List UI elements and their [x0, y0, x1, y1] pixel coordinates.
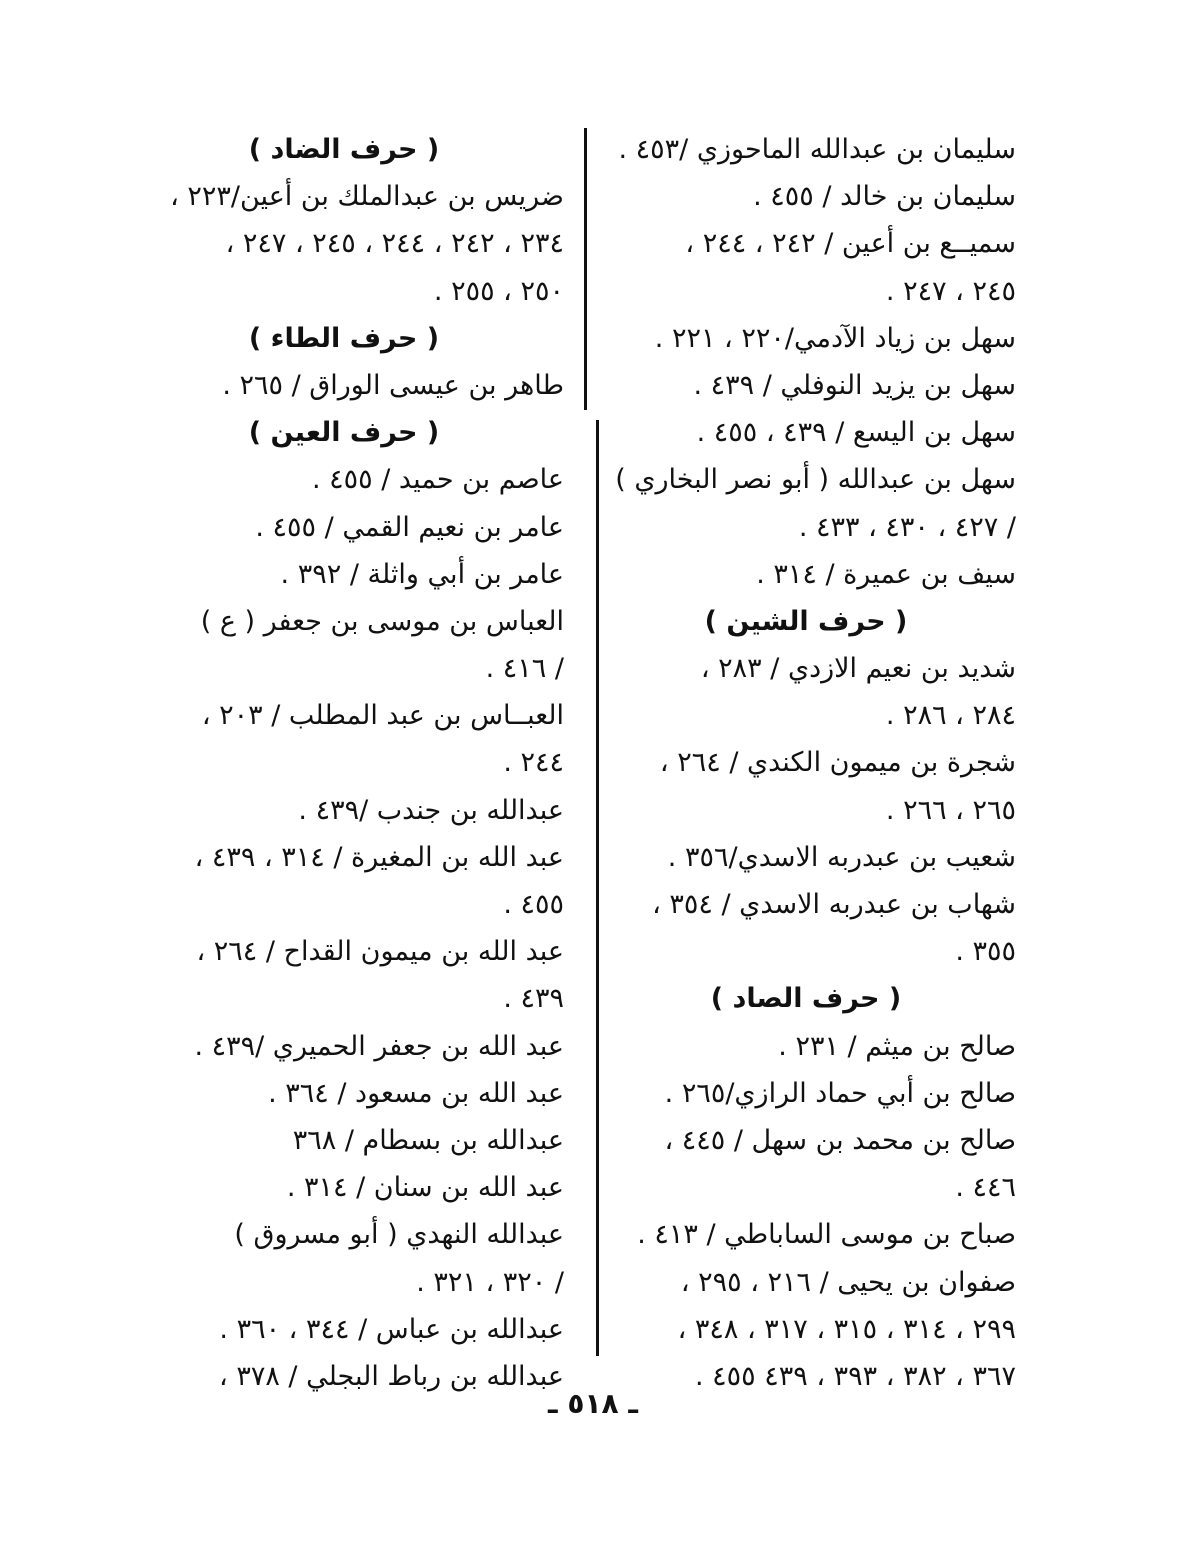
section-heading: ( حرف الضاد ) [248, 134, 440, 165]
index-entry: صالح بن محمد بن سهل / ٤٤٥ ، [664, 1124, 1016, 1156]
index-entry: شهاب بن عبدربه الاسدي / ٣٥٤ ، [652, 889, 1016, 920]
section-heading: ( حرف الشين ) [704, 605, 908, 637]
index-entry: سهل بن عبدالله ( أبو نصر البخاري ) [615, 464, 1016, 496]
left-column [124, 126, 564, 1400]
index-entry-continuation: ٢٤٤ . [503, 747, 564, 779]
index-entry-continuation: ٢٦٥ ، ٢٦٦ . [885, 794, 1016, 826]
index-entry: عبدالله بن بسطام / ٣٦٨ [292, 1124, 564, 1156]
index-entry: صالح بن أبي حماد الرازي/٢٦٥ . [664, 1077, 1016, 1109]
index-entry-continuation: / ٣٢٠ ، ٣٢١ . [416, 1266, 564, 1298]
index-entry-continuation: / ٤١٦ . [485, 653, 564, 685]
index-entry: شجرة بن ميمون الكندي / ٢٦٤ ، [659, 747, 1016, 779]
index-entry: العبــاس بن عبد المطلب / ٢٠٣ ، [201, 700, 564, 732]
index-entry: العباس بن موسى بن جعفر ( ع ) [200, 605, 564, 637]
index-entry: شعيب بن عبدربه الاسدي/٣٥٦ . [667, 841, 1016, 873]
index-entry-continuation: ٣٦٧ ، ٣٨٢ ، ٣٩٣ ، ٤٣٩ ٤٥٥ . [694, 1360, 1016, 1392]
index-entry-continuation: ٤٤٦ . [955, 1172, 1016, 1204]
index-entry: عبدالله بن عباس / ٣٤٤ ، ٣٦٠ . [219, 1313, 564, 1345]
index-entry: صفوان بن يحيى / ٢١٦ ، ٢٩٥ ، [680, 1266, 1016, 1298]
index-entry-continuation: ٢٥٠ ، ٢٥٥ . [433, 275, 564, 307]
index-entry-continuation: ٢٨٤ ، ٢٨٦ . [885, 700, 1016, 732]
index-entry: عبد الله بن المغيرة / ٣١٤ ، ٤٣٩ ، [194, 841, 564, 873]
index-entry-continuation: / ٤٢٧ ، ٤٣٠ ، ٤٣٣ . [798, 511, 1016, 543]
column-divider-lower [596, 420, 599, 1356]
index-entry-continuation: ٣٥٥ . [955, 936, 1016, 968]
right-column [596, 126, 1016, 1400]
index-entry: عبد الله بن جعفر الحميري /٤٣٩ . [194, 1030, 564, 1062]
index-entry: سليمان بن عبدالله الماحوزي /٤٥٣ . [618, 134, 1016, 165]
index-entry: شديد بن نعيم الازدي / ٢٨٣ ، [700, 653, 1016, 685]
index-entry: سيف بن عميرة / ٣١٤ . [756, 558, 1016, 590]
index-entry: عامر بن أبي واثلة / ٣٩٢ . [280, 558, 564, 590]
index-entry: عبدالله بن رباط البجلي / ٣٧٨ ، [219, 1360, 564, 1392]
index-entry-continuation: ٤٣٩ . [503, 983, 564, 1015]
index-entry-continuation: ٢٩٩ ، ٣١٤ ، ٣١٥ ، ٣١٧ ، ٣٤٨ ، [677, 1313, 1016, 1345]
index-entry: عبد الله بن سنان / ٣١٤ . [286, 1172, 564, 1204]
column-divider-upper [584, 128, 587, 410]
index-entry: عاصم بن حميد / ٤٥٥ . [311, 464, 564, 496]
index-entry: سهل بن اليسع / ٤٣٩ ، ٤٥٥ . [696, 417, 1016, 449]
index-entry-continuation: ٢٤٥ ، ٢٤٧ . [885, 275, 1016, 307]
index-entry: عبدالله بن جندب /٤٣٩ . [298, 794, 564, 826]
section-heading: ( حرف العين ) [248, 417, 440, 449]
index-entry: سهل بن زياد الآدمي/٢٢٠ ، ٢٢١ . [654, 322, 1016, 354]
index-entry: سليمان بن خالد / ٤٥٥ . [753, 181, 1016, 213]
index-entry: سميــع بن أعين / ٢٤٢ ، ٢٤٤ ، [685, 228, 1016, 260]
index-entry: طاهر بن عيسى الوراق / ٢٦٥ . [222, 369, 564, 401]
index-entry-continuation: ٤٥٥ . [503, 889, 564, 920]
index-entry: صباح بن موسى الساباطي / ٤١٣ . [637, 1219, 1016, 1251]
section-heading: ( حرف الطاء ) [248, 322, 440, 354]
section-heading: ( حرف الصاد ) [710, 983, 902, 1015]
index-entry: عبدالله النهدي ( أبو مسروق ) [234, 1219, 564, 1251]
index-entry: ضريس بن عبدالملك بن أعين/٢٢٣ ، [170, 181, 564, 213]
index-entry: عبد الله بن مسعود / ٣٦٤ . [268, 1077, 564, 1109]
index-entry: صالح بن ميثم / ٢٣١ . [778, 1030, 1016, 1062]
index-entry: عبد الله بن ميمون القداح / ٢٦٤ ، [196, 936, 564, 968]
index-entry: عامر بن نعيم القمي / ٤٥٥ . [255, 511, 564, 543]
page-number: ـ ٥١٨ ـ [548, 1387, 638, 1420]
index-entry-continuation: ٢٣٤ ، ٢٤٢ ، ٢٤٤ ، ٢٤٥ ، ٢٤٧ ، [225, 228, 564, 260]
index-entry: سهل بن يزيد النوفلي / ٤٣٩ . [693, 369, 1016, 401]
